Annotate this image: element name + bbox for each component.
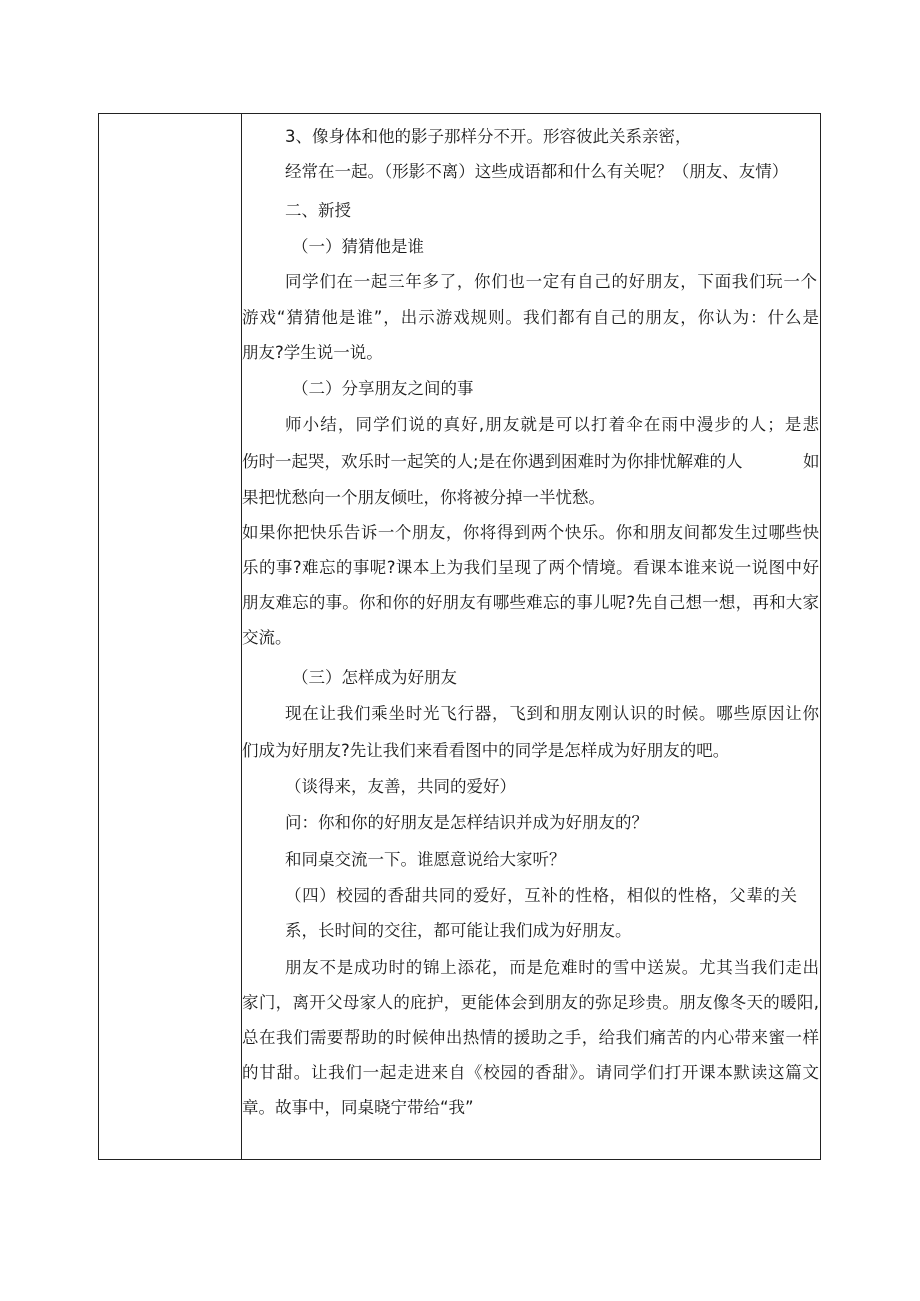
text-line: 和同桌交流一下。谁愿意说给大家听？ xyxy=(285,850,566,869)
text-line: 如果你把快乐告诉一个朋友，你将得到两个快乐。你和朋友间都发生过哪些快 xyxy=(242,523,819,542)
subsection-heading: （四）校园的香甜共同的爱好，互补的性格，相似的性格，父辈的关 xyxy=(285,886,797,905)
lesson-table xyxy=(98,113,821,1160)
subsection-heading: （三）怎样成为好朋友 xyxy=(292,668,457,687)
text-line: 系，长时间的交往，都可能让我们成为好朋友。 xyxy=(285,921,632,940)
text-line: 交流。 xyxy=(242,628,292,647)
text-line: 师小结，同学们说的真好,朋友就是可以打着伞在雨中漫步的人；是悲 xyxy=(285,415,819,434)
text-line: 果把忧愁向一个朋友倾吐，你将被分掉一半忧愁。 xyxy=(242,488,605,507)
subsection-heading: （二）分享朋友之间的事 xyxy=(292,379,474,398)
text-line: 伤时一起哭，欢乐时一起笑的人;是在你遇到困难时为你排忧解难的人 xyxy=(242,452,743,471)
text-line: 朋友难忘的事。你和你的好朋友有哪些难忘的事儿呢?先自己想一想，再和大家 xyxy=(242,593,819,612)
text-line: 如 xyxy=(803,452,820,471)
text-line: 乐的事?难忘的事呢?课本上为我们呈现了两个情境。看课本谁来说一说图中好 xyxy=(242,558,819,577)
text-line: 问：你和你的好朋友是怎样结识并成为好朋友的？ xyxy=(285,813,648,832)
text-line: 们成为好朋友?先让我们来看看图中的同学是怎样成为好朋友的吧。 xyxy=(242,741,730,760)
text-line: 游戏“猜猜他是谁”，出示游戏规则。我们都有自己的朋友，你认为：什么是 xyxy=(242,308,819,327)
text-line: 朋友?学生说一说。 xyxy=(242,343,383,362)
table-left-column xyxy=(99,114,242,1159)
text-line: （谈得来，友善，共同的爱好） xyxy=(285,777,516,796)
text-line: 朋友不是成功时的锦上添花，而是危难时的雪中送炭。尤其当我们走出 xyxy=(285,958,819,977)
text-line: 总在我们需要帮助的时候伸出热情的援助之手，给我们痛苦的内心带来蜜一样 xyxy=(242,1028,819,1047)
text-line: 章。故事中，同桌晓宁带给“我” xyxy=(242,1098,474,1117)
subsection-heading: （一）猜猜他是谁 xyxy=(292,237,424,256)
text-line: 3、像身体和他的影子那样分不开。形容彼此关系亲密， xyxy=(285,127,692,146)
text-line: 同学们在一起三年多了，你们也一定有自己的好朋友，下面我们玩一个 xyxy=(285,272,817,291)
text-line: 现在让我们乘坐时光飞行器，飞到和朋友刚认识的时候。哪些原因让你 xyxy=(285,704,819,723)
table-content-cell xyxy=(242,114,820,1159)
section-heading: 二、新授 xyxy=(285,201,351,220)
text-line: 家门，离开父母家人的庇护，更能体会到朋友的弥足珍贵。朋友像冬天的暖阳, xyxy=(242,993,819,1012)
text-line: 的甘甜。让我们一起走进来自《校园的香甜》。请同学们打开课本默读这篇文 xyxy=(242,1063,819,1082)
text-line: 经常在一起。（形影不离）这些成语都和什么有关呢？（朋友、友情） xyxy=(285,162,789,181)
